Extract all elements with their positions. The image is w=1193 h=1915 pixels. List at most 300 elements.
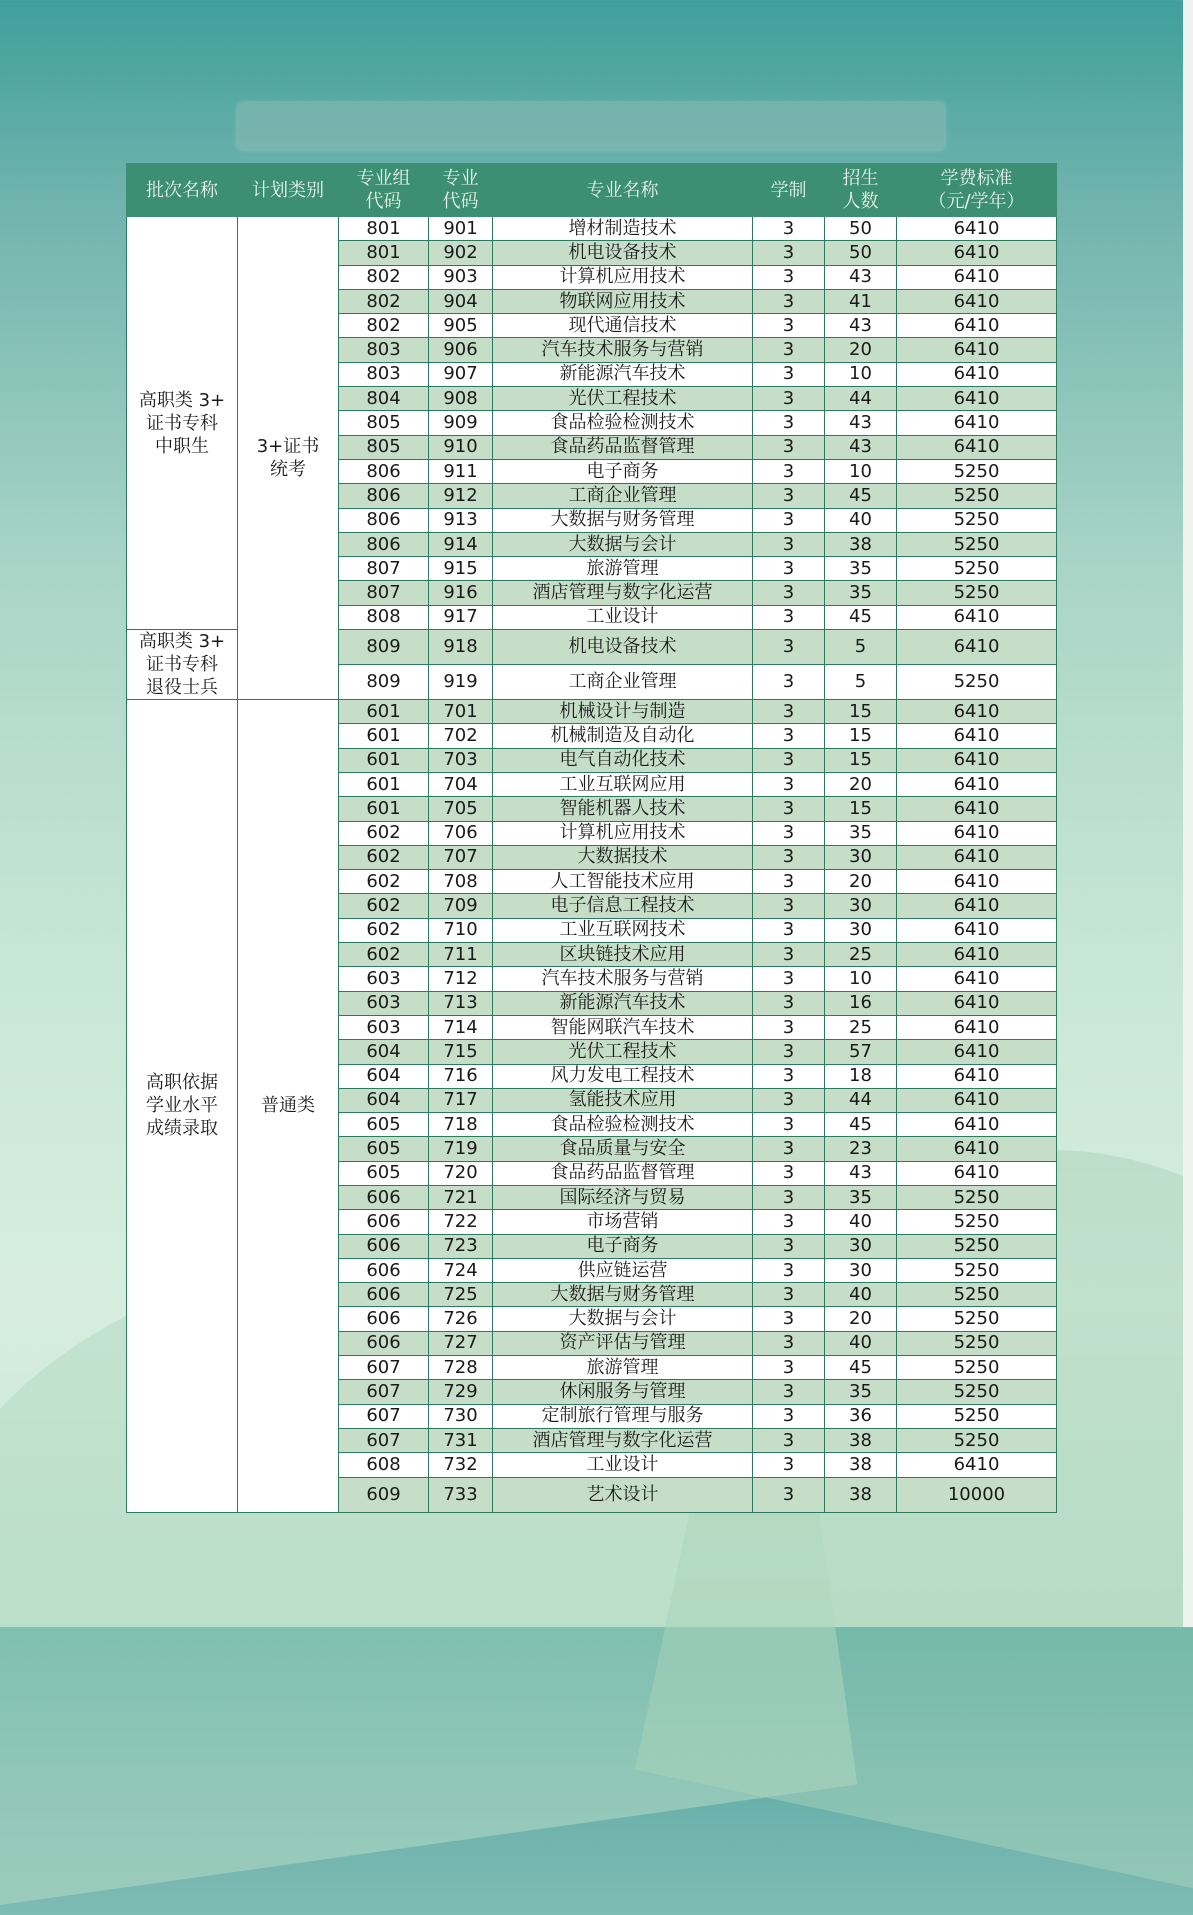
major-name-cell: 大数据与会计 xyxy=(493,1307,753,1331)
header-duration: 学制 xyxy=(753,164,825,217)
major-name-cell: 电子商务 xyxy=(493,1234,753,1258)
group-code-cell: 602 xyxy=(339,943,429,967)
major-code-cell: 711 xyxy=(429,943,493,967)
tuition-cell: 6410 xyxy=(897,821,1057,845)
tuition-cell: 5250 xyxy=(897,1428,1057,1452)
duration-cell: 3 xyxy=(753,1428,825,1452)
duration-cell: 3 xyxy=(753,435,825,459)
major-name-cell: 大数据技术 xyxy=(493,845,753,869)
tuition-cell: 6410 xyxy=(897,314,1057,338)
duration-cell: 3 xyxy=(753,289,825,313)
major-code-cell: 704 xyxy=(429,772,493,796)
duration-cell: 3 xyxy=(753,387,825,411)
major-name-cell: 光伏工程技术 xyxy=(493,1040,753,1064)
group-code-cell: 605 xyxy=(339,1113,429,1137)
group-code-cell: 808 xyxy=(339,605,429,629)
duration-cell: 3 xyxy=(753,821,825,845)
major-code-cell: 911 xyxy=(429,459,493,483)
major-name-cell: 工业互联网技术 xyxy=(493,918,753,942)
enrollment-cell: 15 xyxy=(825,700,897,724)
major-name-cell: 机械制造及自动化 xyxy=(493,724,753,748)
enrollment-cell: 36 xyxy=(825,1404,897,1428)
major-code-cell: 904 xyxy=(429,289,493,313)
group-code-cell: 607 xyxy=(339,1356,429,1380)
duration-cell: 3 xyxy=(753,797,825,821)
header-tuition: 学费标准 （元/学年） xyxy=(897,164,1057,217)
header-major-name: 专业名称 xyxy=(493,164,753,217)
major-name-cell: 电气自动化技术 xyxy=(493,748,753,772)
duration-cell: 3 xyxy=(753,581,825,605)
major-name-cell: 市场营销 xyxy=(493,1210,753,1234)
tuition-cell: 6410 xyxy=(897,1088,1057,1112)
header-batch-name: 批次名称 xyxy=(127,164,238,217)
major-code-cell: 713 xyxy=(429,991,493,1015)
major-name-cell: 定制旅行管理与服务 xyxy=(493,1404,753,1428)
major-code-cell: 909 xyxy=(429,411,493,435)
major-name-cell: 光伏工程技术 xyxy=(493,387,753,411)
enrollment-cell: 44 xyxy=(825,1088,897,1112)
tuition-cell: 6410 xyxy=(897,967,1057,991)
tuition-cell: 5250 xyxy=(897,665,1057,700)
group-code-cell: 606 xyxy=(339,1234,429,1258)
enrollment-cell: 35 xyxy=(825,821,897,845)
tuition-cell: 6410 xyxy=(897,870,1057,894)
tuition-cell: 5250 xyxy=(897,532,1057,556)
tuition-cell: 5250 xyxy=(897,1307,1057,1331)
enrollment-cell: 5 xyxy=(825,630,897,665)
duration-cell: 3 xyxy=(753,411,825,435)
major-name-cell: 机械设计与制造 xyxy=(493,700,753,724)
major-code-cell: 918 xyxy=(429,630,493,665)
major-code-cell: 728 xyxy=(429,1356,493,1380)
group-code-cell: 606 xyxy=(339,1258,429,1282)
header-plan-type: 计划类别 xyxy=(238,164,339,217)
group-code-cell: 605 xyxy=(339,1137,429,1161)
duration-cell: 3 xyxy=(753,241,825,265)
enrollment-cell: 35 xyxy=(825,557,897,581)
tuition-cell: 6410 xyxy=(897,772,1057,796)
group-code-cell: 809 xyxy=(339,630,429,665)
duration-cell: 3 xyxy=(753,1185,825,1209)
enrollment-cell: 40 xyxy=(825,1210,897,1234)
major-name-cell: 新能源汽车技术 xyxy=(493,991,753,1015)
enrollment-cell: 30 xyxy=(825,918,897,942)
tuition-cell: 5250 xyxy=(897,459,1057,483)
duration-cell: 3 xyxy=(753,1210,825,1234)
tuition-cell: 6410 xyxy=(897,265,1057,289)
group-code-cell: 604 xyxy=(339,1040,429,1064)
enrollment-cell: 10 xyxy=(825,459,897,483)
group-code-cell: 609 xyxy=(339,1477,429,1512)
major-code-cell: 719 xyxy=(429,1137,493,1161)
duration-cell: 3 xyxy=(753,557,825,581)
enrollment-cell: 45 xyxy=(825,605,897,629)
enrollment-cell: 5 xyxy=(825,665,897,700)
major-code-cell: 712 xyxy=(429,967,493,991)
duration-cell: 3 xyxy=(753,1356,825,1380)
major-code-cell: 733 xyxy=(429,1477,493,1512)
header-major-code: 专业 代码 xyxy=(429,164,493,217)
enrollment-cell: 43 xyxy=(825,411,897,435)
major-name-cell: 机电设备技术 xyxy=(493,630,753,665)
duration-cell: 3 xyxy=(753,665,825,700)
major-name-cell: 大数据与会计 xyxy=(493,532,753,556)
duration-cell: 3 xyxy=(753,338,825,362)
major-code-cell: 724 xyxy=(429,1258,493,1282)
major-name-cell: 酒店管理与数字化运营 xyxy=(493,581,753,605)
tuition-cell: 5250 xyxy=(897,1185,1057,1209)
major-code-cell: 725 xyxy=(429,1283,493,1307)
major-name-cell: 工商企业管理 xyxy=(493,665,753,700)
major-name-cell: 电子信息工程技术 xyxy=(493,894,753,918)
major-code-cell: 714 xyxy=(429,1015,493,1039)
group-code-cell: 601 xyxy=(339,772,429,796)
major-code-cell: 706 xyxy=(429,821,493,845)
duration-cell: 3 xyxy=(753,1040,825,1064)
major-code-cell: 721 xyxy=(429,1185,493,1209)
major-name-cell: 人工智能技术应用 xyxy=(493,870,753,894)
group-code-cell: 601 xyxy=(339,724,429,748)
major-code-cell: 709 xyxy=(429,894,493,918)
group-code-cell: 606 xyxy=(339,1185,429,1209)
major-code-cell: 720 xyxy=(429,1161,493,1185)
tuition-cell: 6410 xyxy=(897,435,1057,459)
major-code-cell: 901 xyxy=(429,217,493,241)
duration-cell: 3 xyxy=(753,362,825,386)
duration-cell: 3 xyxy=(753,967,825,991)
tuition-cell: 6410 xyxy=(897,630,1057,665)
major-code-cell: 908 xyxy=(429,387,493,411)
group-code-cell: 602 xyxy=(339,821,429,845)
enrollment-cell: 38 xyxy=(825,532,897,556)
major-code-cell: 717 xyxy=(429,1088,493,1112)
major-name-cell: 新能源汽车技术 xyxy=(493,362,753,386)
major-name-cell: 计算机应用技术 xyxy=(493,265,753,289)
duration-cell: 3 xyxy=(753,1234,825,1258)
duration-cell: 3 xyxy=(753,1404,825,1428)
enrollment-cell: 50 xyxy=(825,217,897,241)
group-code-cell: 602 xyxy=(339,870,429,894)
duration-cell: 3 xyxy=(753,724,825,748)
enrollment-cell: 38 xyxy=(825,1453,897,1477)
enrollment-cell: 45 xyxy=(825,484,897,508)
duration-cell: 3 xyxy=(753,772,825,796)
enrollment-cell: 43 xyxy=(825,1161,897,1185)
enrollment-cell: 15 xyxy=(825,724,897,748)
major-code-cell: 707 xyxy=(429,845,493,869)
tuition-cell: 5250 xyxy=(897,1356,1057,1380)
tuition-cell: 5250 xyxy=(897,1210,1057,1234)
tuition-cell: 6410 xyxy=(897,362,1057,386)
group-code-cell: 806 xyxy=(339,484,429,508)
tuition-cell: 6410 xyxy=(897,387,1057,411)
tuition-cell: 5250 xyxy=(897,1283,1057,1307)
tuition-cell: 6410 xyxy=(897,1064,1057,1088)
major-code-cell: 910 xyxy=(429,435,493,459)
major-name-cell: 休闲服务与管理 xyxy=(493,1380,753,1404)
enrollment-cell: 43 xyxy=(825,314,897,338)
major-code-cell: 917 xyxy=(429,605,493,629)
group-code-cell: 807 xyxy=(339,581,429,605)
major-code-cell: 701 xyxy=(429,700,493,724)
tuition-cell: 6410 xyxy=(897,748,1057,772)
group-code-cell: 602 xyxy=(339,845,429,869)
major-name-cell: 工业设计 xyxy=(493,605,753,629)
major-code-cell: 906 xyxy=(429,338,493,362)
major-name-cell: 食品质量与安全 xyxy=(493,1137,753,1161)
enrollment-cell: 44 xyxy=(825,387,897,411)
enrollment-cell: 43 xyxy=(825,265,897,289)
major-code-cell: 716 xyxy=(429,1064,493,1088)
major-name-cell: 现代通信技术 xyxy=(493,314,753,338)
group-code-cell: 603 xyxy=(339,967,429,991)
enrollment-cell: 30 xyxy=(825,845,897,869)
group-code-cell: 804 xyxy=(339,387,429,411)
tuition-cell: 6410 xyxy=(897,1161,1057,1185)
enrollment-cell: 25 xyxy=(825,943,897,967)
enrollment-cell: 23 xyxy=(825,1137,897,1161)
major-name-cell: 物联网应用技术 xyxy=(493,289,753,313)
group-code-cell: 602 xyxy=(339,894,429,918)
tuition-cell: 6410 xyxy=(897,918,1057,942)
tuition-cell: 10000 xyxy=(897,1477,1057,1512)
group-code-cell: 802 xyxy=(339,289,429,313)
tuition-cell: 6410 xyxy=(897,605,1057,629)
group-code-cell: 606 xyxy=(339,1283,429,1307)
group-code-cell: 608 xyxy=(339,1453,429,1477)
group-code-cell: 603 xyxy=(339,991,429,1015)
enrollment-cell: 43 xyxy=(825,435,897,459)
major-code-cell: 912 xyxy=(429,484,493,508)
tuition-cell: 6410 xyxy=(897,1113,1057,1137)
group-code-cell: 803 xyxy=(339,338,429,362)
enrollment-cell: 41 xyxy=(825,289,897,313)
duration-cell: 3 xyxy=(753,1137,825,1161)
admission-plan-table xyxy=(126,163,1057,1513)
group-code-cell: 605 xyxy=(339,1161,429,1185)
tuition-cell: 5250 xyxy=(897,508,1057,532)
duration-cell: 3 xyxy=(753,918,825,942)
major-name-cell: 艺术设计 xyxy=(493,1477,753,1512)
major-code-cell: 726 xyxy=(429,1307,493,1331)
tuition-cell: 6410 xyxy=(897,991,1057,1015)
major-name-cell: 增材制造技术 xyxy=(493,217,753,241)
major-name-cell: 氢能技术应用 xyxy=(493,1088,753,1112)
tuition-cell: 6410 xyxy=(897,338,1057,362)
tuition-cell: 6410 xyxy=(897,1137,1057,1161)
group-code-cell: 803 xyxy=(339,362,429,386)
enrollment-cell: 45 xyxy=(825,1356,897,1380)
tuition-cell: 6410 xyxy=(897,1015,1057,1039)
tuition-cell: 6410 xyxy=(897,797,1057,821)
major-code-cell: 919 xyxy=(429,665,493,700)
title-banner xyxy=(238,103,944,149)
major-code-cell: 916 xyxy=(429,581,493,605)
major-code-cell: 710 xyxy=(429,918,493,942)
duration-cell: 3 xyxy=(753,1477,825,1512)
enrollment-cell: 20 xyxy=(825,772,897,796)
major-code-cell: 729 xyxy=(429,1380,493,1404)
table-row xyxy=(127,217,1057,241)
enrollment-cell: 40 xyxy=(825,508,897,532)
enrollment-cell: 38 xyxy=(825,1428,897,1452)
major-name-cell: 旅游管理 xyxy=(493,557,753,581)
group-code-cell: 607 xyxy=(339,1380,429,1404)
plan-type-cell: 3+证书 统考 xyxy=(238,217,339,700)
duration-cell: 3 xyxy=(753,700,825,724)
group-code-cell: 601 xyxy=(339,700,429,724)
enrollment-cell: 20 xyxy=(825,338,897,362)
group-code-cell: 601 xyxy=(339,797,429,821)
major-name-cell: 食品检验检测技术 xyxy=(493,1113,753,1137)
duration-cell: 3 xyxy=(753,1283,825,1307)
tuition-cell: 6410 xyxy=(897,289,1057,313)
major-name-cell: 食品药品监督管理 xyxy=(493,435,753,459)
major-code-cell: 913 xyxy=(429,508,493,532)
major-name-cell: 汽车技术服务与营销 xyxy=(493,967,753,991)
major-name-cell: 风力发电工程技术 xyxy=(493,1064,753,1088)
major-name-cell: 供应链运营 xyxy=(493,1258,753,1282)
enrollment-cell: 30 xyxy=(825,1234,897,1258)
tuition-cell: 5250 xyxy=(897,1380,1057,1404)
duration-cell: 3 xyxy=(753,459,825,483)
duration-cell: 3 xyxy=(753,870,825,894)
tuition-cell: 5250 xyxy=(897,1404,1057,1428)
duration-cell: 3 xyxy=(753,605,825,629)
enrollment-cell: 38 xyxy=(825,1477,897,1512)
enrollment-cell: 10 xyxy=(825,362,897,386)
tuition-cell: 6410 xyxy=(897,845,1057,869)
major-code-cell: 723 xyxy=(429,1234,493,1258)
group-code-cell: 607 xyxy=(339,1428,429,1452)
duration-cell: 3 xyxy=(753,1015,825,1039)
enrollment-cell: 25 xyxy=(825,1015,897,1039)
table-row xyxy=(127,700,1057,724)
enrollment-cell: 20 xyxy=(825,870,897,894)
major-code-cell: 915 xyxy=(429,557,493,581)
duration-cell: 3 xyxy=(753,1258,825,1282)
duration-cell: 3 xyxy=(753,1307,825,1331)
group-code-cell: 603 xyxy=(339,1015,429,1039)
group-code-cell: 806 xyxy=(339,508,429,532)
tuition-cell: 6410 xyxy=(897,1453,1057,1477)
header-group-code: 专业组 代码 xyxy=(339,164,429,217)
group-code-cell: 606 xyxy=(339,1331,429,1355)
batch-name-cell: 高职类 3+ 证书专科 退役士兵 xyxy=(127,630,238,700)
header-enrollment: 招生 人数 xyxy=(825,164,897,217)
major-code-cell: 732 xyxy=(429,1453,493,1477)
duration-cell: 3 xyxy=(753,1331,825,1355)
major-name-cell: 汽车技术服务与营销 xyxy=(493,338,753,362)
major-code-cell: 903 xyxy=(429,265,493,289)
duration-cell: 3 xyxy=(753,532,825,556)
enrollment-cell: 30 xyxy=(825,1258,897,1282)
duration-cell: 3 xyxy=(753,894,825,918)
tuition-cell: 5250 xyxy=(897,1234,1057,1258)
tuition-cell: 5250 xyxy=(897,484,1057,508)
major-name-cell: 工业设计 xyxy=(493,1453,753,1477)
major-name-cell: 食品检验检测技术 xyxy=(493,411,753,435)
enrollment-cell: 15 xyxy=(825,748,897,772)
group-code-cell: 606 xyxy=(339,1210,429,1234)
page-edge xyxy=(1183,0,1193,1627)
major-name-cell: 机电设备技术 xyxy=(493,241,753,265)
enrollment-cell: 16 xyxy=(825,991,897,1015)
major-code-cell: 715 xyxy=(429,1040,493,1064)
enrollment-cell: 35 xyxy=(825,581,897,605)
group-code-cell: 801 xyxy=(339,241,429,265)
group-code-cell: 801 xyxy=(339,217,429,241)
tuition-cell: 6410 xyxy=(897,1040,1057,1064)
enrollment-cell: 10 xyxy=(825,967,897,991)
duration-cell: 3 xyxy=(753,748,825,772)
group-code-cell: 806 xyxy=(339,459,429,483)
enrollment-cell: 40 xyxy=(825,1331,897,1355)
duration-cell: 3 xyxy=(753,1064,825,1088)
major-code-cell: 722 xyxy=(429,1210,493,1234)
group-code-cell: 806 xyxy=(339,532,429,556)
major-code-cell: 730 xyxy=(429,1404,493,1428)
duration-cell: 3 xyxy=(753,1088,825,1112)
duration-cell: 3 xyxy=(753,1453,825,1477)
major-name-cell: 智能网联汽车技术 xyxy=(493,1015,753,1039)
enrollment-cell: 45 xyxy=(825,1113,897,1137)
major-name-cell: 智能机器人技术 xyxy=(493,797,753,821)
major-code-cell: 708 xyxy=(429,870,493,894)
major-code-cell: 902 xyxy=(429,241,493,265)
tuition-cell: 6410 xyxy=(897,241,1057,265)
group-code-cell: 802 xyxy=(339,265,429,289)
group-code-cell: 604 xyxy=(339,1088,429,1112)
major-name-cell: 资产评估与管理 xyxy=(493,1331,753,1355)
enrollment-cell: 30 xyxy=(825,894,897,918)
major-code-cell: 905 xyxy=(429,314,493,338)
batch-name-cell: 高职类 3+ 证书专科 中职生 xyxy=(127,217,238,630)
major-code-cell: 907 xyxy=(429,362,493,386)
major-name-cell: 酒店管理与数字化运营 xyxy=(493,1428,753,1452)
group-code-cell: 606 xyxy=(339,1307,429,1331)
enrollment-cell: 20 xyxy=(825,1307,897,1331)
group-code-cell: 807 xyxy=(339,557,429,581)
tuition-cell: 5250 xyxy=(897,1258,1057,1282)
major-name-cell: 区块链技术应用 xyxy=(493,943,753,967)
major-name-cell: 工业互联网应用 xyxy=(493,772,753,796)
tuition-cell: 5250 xyxy=(897,1331,1057,1355)
group-code-cell: 805 xyxy=(339,435,429,459)
enrollment-cell: 57 xyxy=(825,1040,897,1064)
table-header-row xyxy=(127,164,1057,217)
major-name-cell: 大数据与财务管理 xyxy=(493,508,753,532)
duration-cell: 3 xyxy=(753,630,825,665)
group-code-cell: 607 xyxy=(339,1404,429,1428)
enrollment-cell: 18 xyxy=(825,1064,897,1088)
tuition-cell: 6410 xyxy=(897,217,1057,241)
major-code-cell: 914 xyxy=(429,532,493,556)
major-code-cell: 702 xyxy=(429,724,493,748)
duration-cell: 3 xyxy=(753,217,825,241)
batch-name-cell: 高职依据 学业水平 成绩录取 xyxy=(127,700,238,1513)
tuition-cell: 5250 xyxy=(897,581,1057,605)
major-name-cell: 计算机应用技术 xyxy=(493,821,753,845)
duration-cell: 3 xyxy=(753,508,825,532)
group-code-cell: 802 xyxy=(339,314,429,338)
major-code-cell: 731 xyxy=(429,1428,493,1452)
duration-cell: 3 xyxy=(753,1113,825,1137)
enrollment-cell: 35 xyxy=(825,1185,897,1209)
tuition-cell: 6410 xyxy=(897,724,1057,748)
table-body xyxy=(127,217,1057,1513)
plan-type-cell: 普通类 xyxy=(238,700,339,1513)
